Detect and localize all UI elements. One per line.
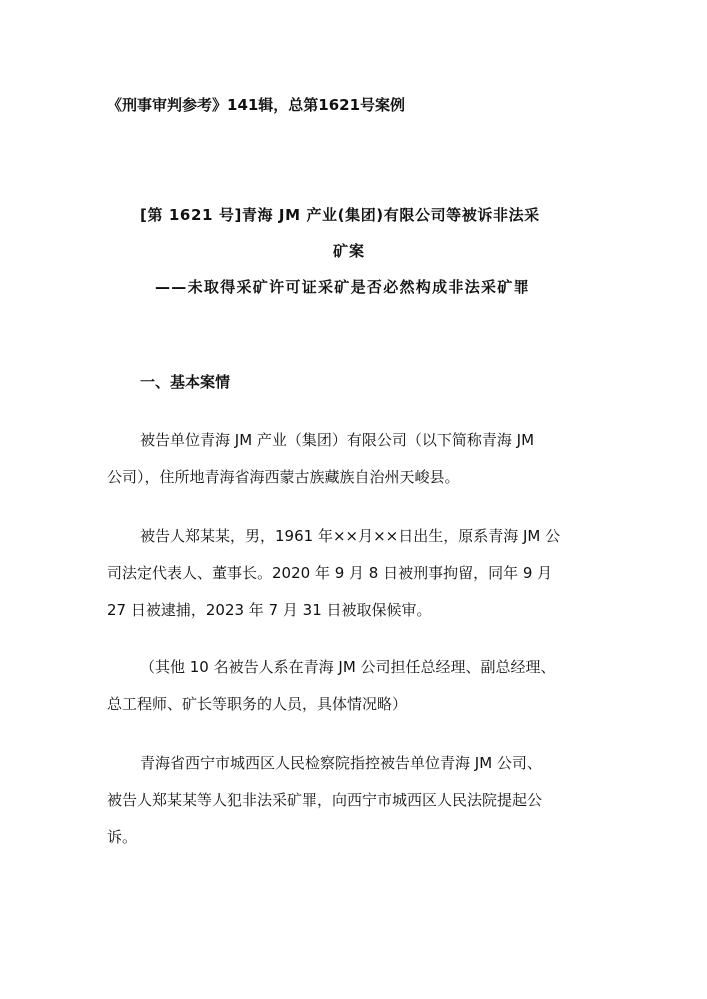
paragraph-line: （其他 10 名被告人系在青海 JM 公司担任总经理、副总经理、 (140, 658, 556, 676)
case-title-line1: [第 1621 号]青海 JM 产业(集团)有限公司等被诉非法采 (140, 206, 540, 224)
paragraph-line: 被告单位青海 JM 产业（集团）有限公司（以下简称青海 JM (140, 431, 535, 449)
case-title-line2: 矿案 (333, 242, 366, 260)
paragraph-line: 被告人郑某某，男，1961 年××月××日出生，原系青海 JM 公 (140, 527, 561, 545)
paragraph-line: 被告人郑某某等人犯非法采矿罪，向西宁市城西区人民法院提起公 (107, 791, 543, 809)
source-line: 《刑事审判参考》141辑，总第1621号案例 (107, 96, 406, 114)
section-heading: 一、基本案情 (140, 373, 231, 391)
paragraph-line: 青海省西宁市城西区人民检察院指控被告单位青海 JM 公司、 (140, 754, 542, 772)
paragraph-line: 司法定代表人、董事长。2020 年 9 月 8 日被刑事拘留，同年 9 月 (107, 564, 553, 582)
paragraph-line: 诉。 (107, 828, 138, 846)
paragraph-line: 总工程师、矿长等职务的人员，具体情况略） (107, 695, 408, 713)
case-subtitle: ——未取得采矿许可证采矿是否必然构成非法采矿罪 (155, 278, 530, 296)
paragraph-line: 27 日被逮捕，2023 年 7 月 31 日被取保候审。 (107, 601, 432, 619)
paragraph-line: 公司），住所地青海省海西蒙古族藏族自治州天峻县。 (107, 468, 460, 486)
